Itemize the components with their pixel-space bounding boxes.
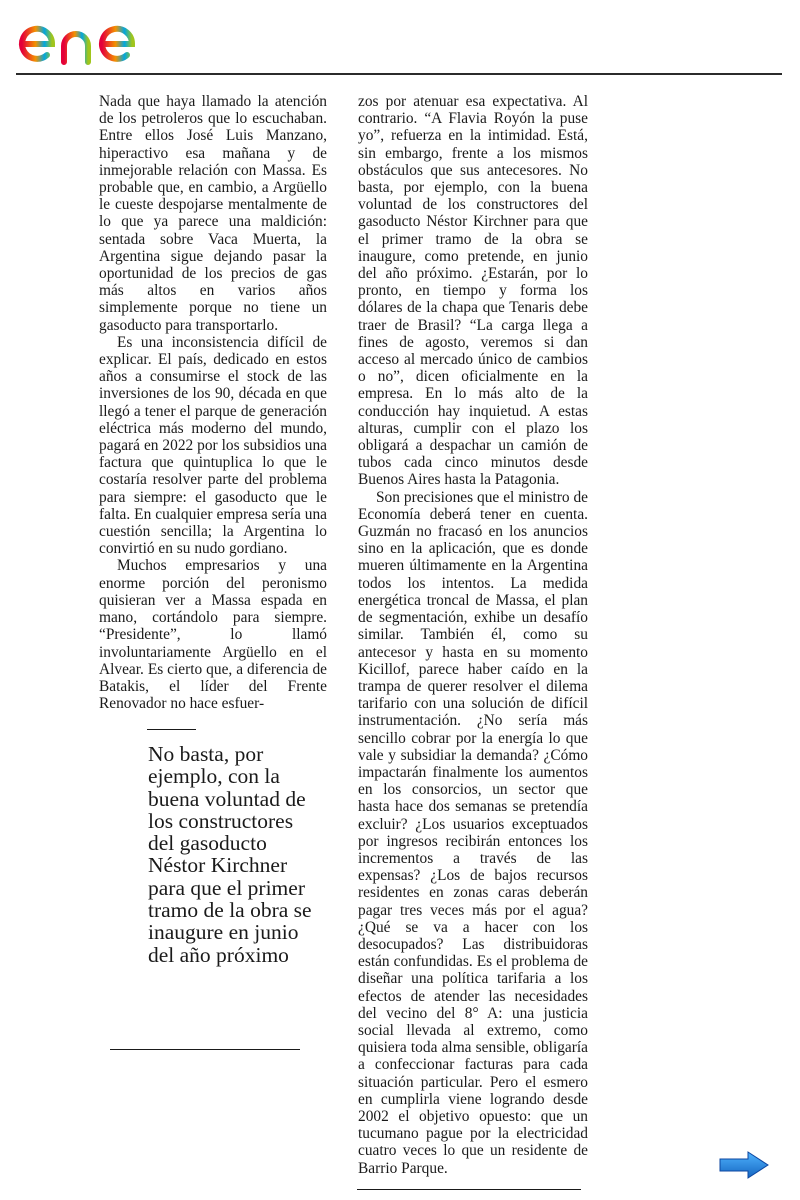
paragraph: Son precisiones que el ministro de Economía deberá tener en cuenta. Guzmán no fracasó en los anuncios sino en la aplicación, que es donde mueren últimamente en la Argentina todos los intentos. La medida energética troncal de Massa, el plan de segmentación, exhibe un desafío similar. También él, como su antecesor y hasta en su momento Kicillof, parece haber caído en la trampa de querer resolver el dilema tarifario con una solución de difícil instrumentación. ¿No sería más sencillo cobrar por la energía lo que vale y subsidiar la demanda? ¿Cómo impactarán finalmente los aumentos en los consorcios, un sector que hasta hace dos semanas se pretendía excluir? ¿Los usuarios exceptuados por ingresos recibirán entonces los incrementos a través de las expensas? ¿Los de bajos recursos residentes en zonas caras deberán pagar tres veces más por el agua? ¿Qué se va a hacer con los desocupados? Las distribuidoras están confundidas. Es el problema de diseñar una política tarifaria a los efectos de atender las necesidades del vecino del 8° A: una justicia social llevada al extremo, como quisiera toda alma sensible, obligaría a confeccionar facturas para cada situación particular. Pero el esmero en cumplirla viene logrando desde 2002 el objetivo opuesto: que un tucumano pague por la electricidad cuatro veces lo que un residente de Barrio Parque. xyxy=(358,488,588,1177)
pullquote: No basta, por ejemplo, con la buena voluntad de los constructores del gasoducto Néstor Kirchner para que el primer tramo de la obra se inaugure en junio del año próximo xyxy=(148,742,312,967)
paragraph: zos por atenuar esa expectativa. Al contrario. “A Flavia Royón la puse yo”, refuerza en la intimidad. Está, sin embargo, frente a los mismos obstáculos que sus antecesores. No basta, por ejemplo, con la buena voluntad de los constructores del gasoducto Néstor Kirchner para que el primer tramo de la obra se inaugure, como pretende, en junio del año próximo. ¿Estarán, por lo pronto, en tiempo y forma los dólares de la chapa que Tenaris debe traer de Brasil? “La carga llega a fines de agosto, veremos si dan acceso al mercado único de cambios o no”, dicen oficialmente en la empresa. En lo más alto de la conducción hay inquietud. A estas alturas, cumplir con el plazo los obligará a despachar un camión de tubos cada cinco minutos desde Buenos Aires hasta la Patagonia. xyxy=(358,93,588,489)
enel-logo xyxy=(16,8,176,68)
paragraph: Es una inconsistencia difícil de explicar. El país, dedicado en estos años a consumirse el stock de las inversiones de los 90, década en que llegó a tener el parque de generación eléctrica más moderno del mundo, pagará en 2022 por los subsidios una factura que quintuplica lo que le costaría resolver parte del problema para siempre: el gasoducto que le falta. En cualquier empresa sería una cuestión sencilla; la Argentina lo convirtió en su nudo gordiano. xyxy=(99,333,327,558)
header-divider xyxy=(16,73,782,75)
paragraph: Muchos empresarios y una enorme porción del peronismo quisieran ver a Massa espada en mano, cortándolo para siempre. “Presidente”, lo llamó involuntariamente Argüello en el Alvear. Es cierto que, a diferencia de Batakis, el líder del Frente Renovador no hace esfuer- xyxy=(99,557,327,713)
article-column-2 xyxy=(358,93,588,1177)
column-end-rule xyxy=(357,1189,581,1190)
article-column-1 xyxy=(99,93,327,712)
page-header xyxy=(0,0,800,76)
pullquote-top-rule xyxy=(147,729,196,730)
pullquote-bottom-rule xyxy=(110,1049,300,1050)
arrow-right-icon[interactable] xyxy=(718,1150,770,1180)
paragraph: Nada que haya llamado la atención de los petroleros que lo escuchaban. Entre ellos José Luis Manzano, hiperactivo esa mañana y de inmejorable relación con Massa. Es probable que, en cambio, a Argüello le cueste despojarse mentalmente de lo que ya parece una maldición: sentada sobre Vaca Muerta, la Argentina sigue dejando pasar la oportunidad de los precios de gas más altos en varios años simplemente porque no tiene un gasoducto para transportarlo. xyxy=(99,93,327,334)
